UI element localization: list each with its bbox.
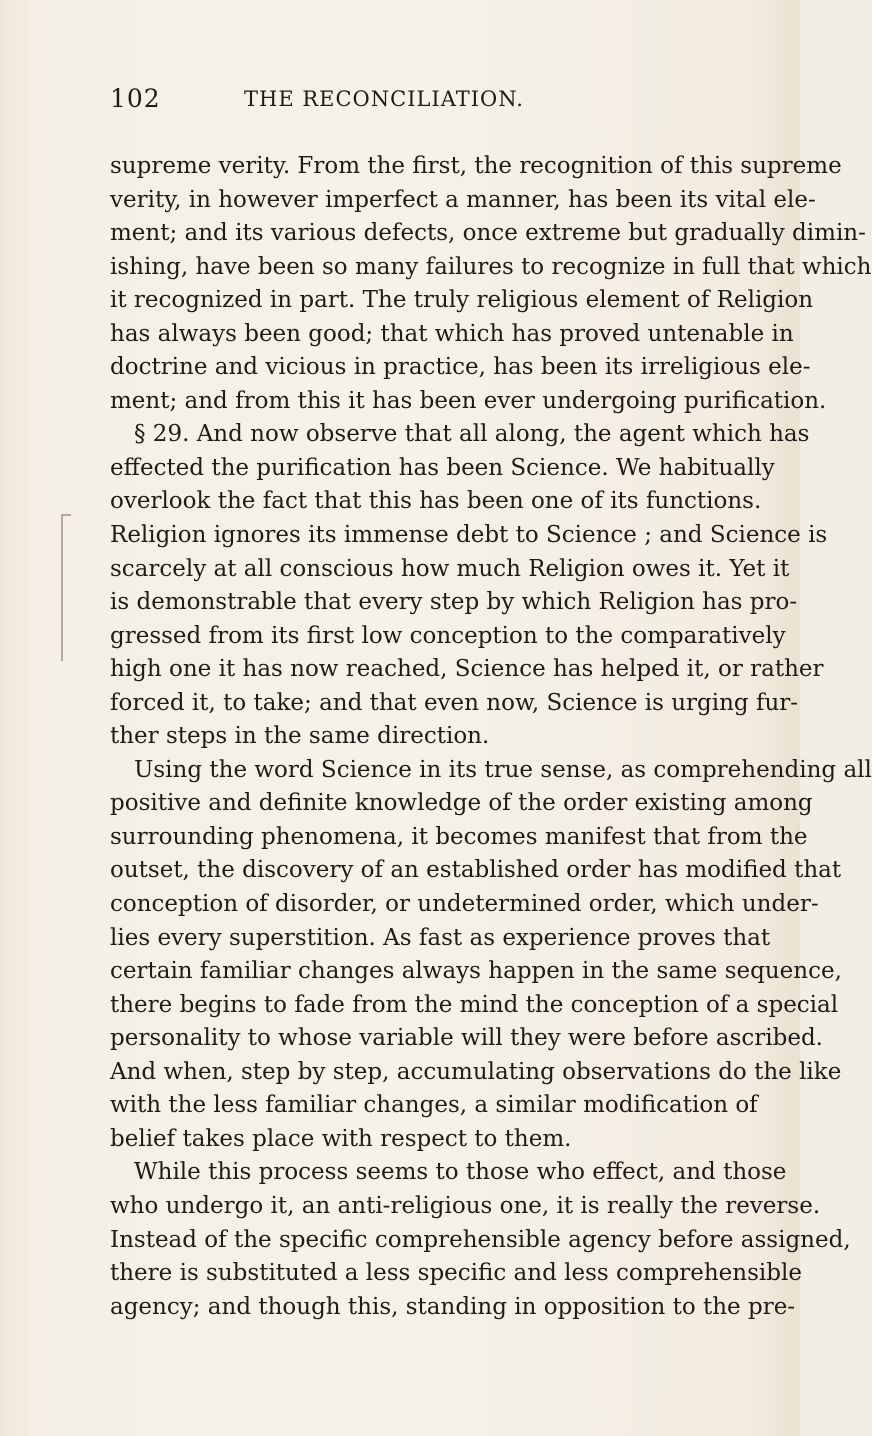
text-line: And when, step by step, accumulating observations do the like [110,1058,842,1085]
page-number: 102 [110,84,161,113]
text-line: supreme verity. From the first, the recognition of this supreme [110,153,842,179]
text-line: Instead of the specific comprehensible agency before assigned, [110,1226,851,1253]
text-line: personality to whose variable will they were before ascribed. [110,1025,823,1052]
text-line: overlook the fact that this has been one of its functions. [110,488,762,515]
margin-bracket-mark [61,514,71,661]
text-line: it recognized in part. The truly religious element of Religion [110,287,814,314]
text-line: ishing, have been so many failures to recognize in full that which [110,253,872,280]
text-line: there is substituted a less specific and less comprehensible [110,1260,802,1287]
text-line: Using the word Science in its true sense, as comprehending all [134,756,872,783]
text-line: forced it, to take; and that even now, Science is urging fur- [110,689,799,716]
text-line: doctrine and vicious in practice, has been its irreligious ele- [110,354,811,381]
text-line: with the less familiar changes, a similar modification of [110,1092,758,1119]
text-line: conception of disorder, or undetermined order, which under- [110,891,819,918]
text-line: ther steps in the same direction. [110,723,490,750]
text-line: verity, in however imperfect a manner, has been its vital ele- [110,186,816,213]
text-line: scarcely at all conscious how much Religion owes it. Yet it [110,555,790,582]
running-head [110,84,730,118]
body-text [110,150,872,1324]
text-line: Religion ignores its immense debt to Science ; and Science is [110,522,828,549]
text-line: agency; and though this, standing in opposition to the pre- [110,1293,796,1320]
text-line: ment; and its various defects, once extreme but gradually dimin- [110,220,866,247]
text-line: While this process seems to those who effect, and those [134,1159,787,1186]
text-line: lies every superstition. As fast as experience proves that [110,924,771,951]
text-line: positive and definite knowledge of the order existing among [110,790,813,817]
text-line: effected the purification has been Science. We habitually [110,454,775,481]
text-line: ment; and from this it has been ever undergoing purification. [110,387,827,414]
text-line: certain familiar changes always happen in the same sequence, [110,958,842,985]
text-line: surrounding phenomena, it becomes manifest that from the [110,823,808,850]
text-line: § 29. And now observe that all along, the agent which has [134,421,810,448]
text-line: there begins to fade from the mind the conception of a special [110,991,839,1018]
text-line: who undergo it, an anti-religious one, it is really the reverse. [110,1192,821,1219]
text-line: gressed from its first low conception to the comparatively [110,622,786,649]
text-line: has always been good; that which has proved untenable in [110,320,794,347]
text-line: outset, the discovery of an established order has modified that [110,857,842,884]
running-head-title: THE RECONCILIATION. [244,87,524,111]
text-line: is demonstrable that every step by which Religion has pro- [110,589,798,616]
text-line: high one it has now reached, Science has helped it, or rather [110,656,824,683]
text-line: belief takes place with respect to them. [110,1125,572,1152]
